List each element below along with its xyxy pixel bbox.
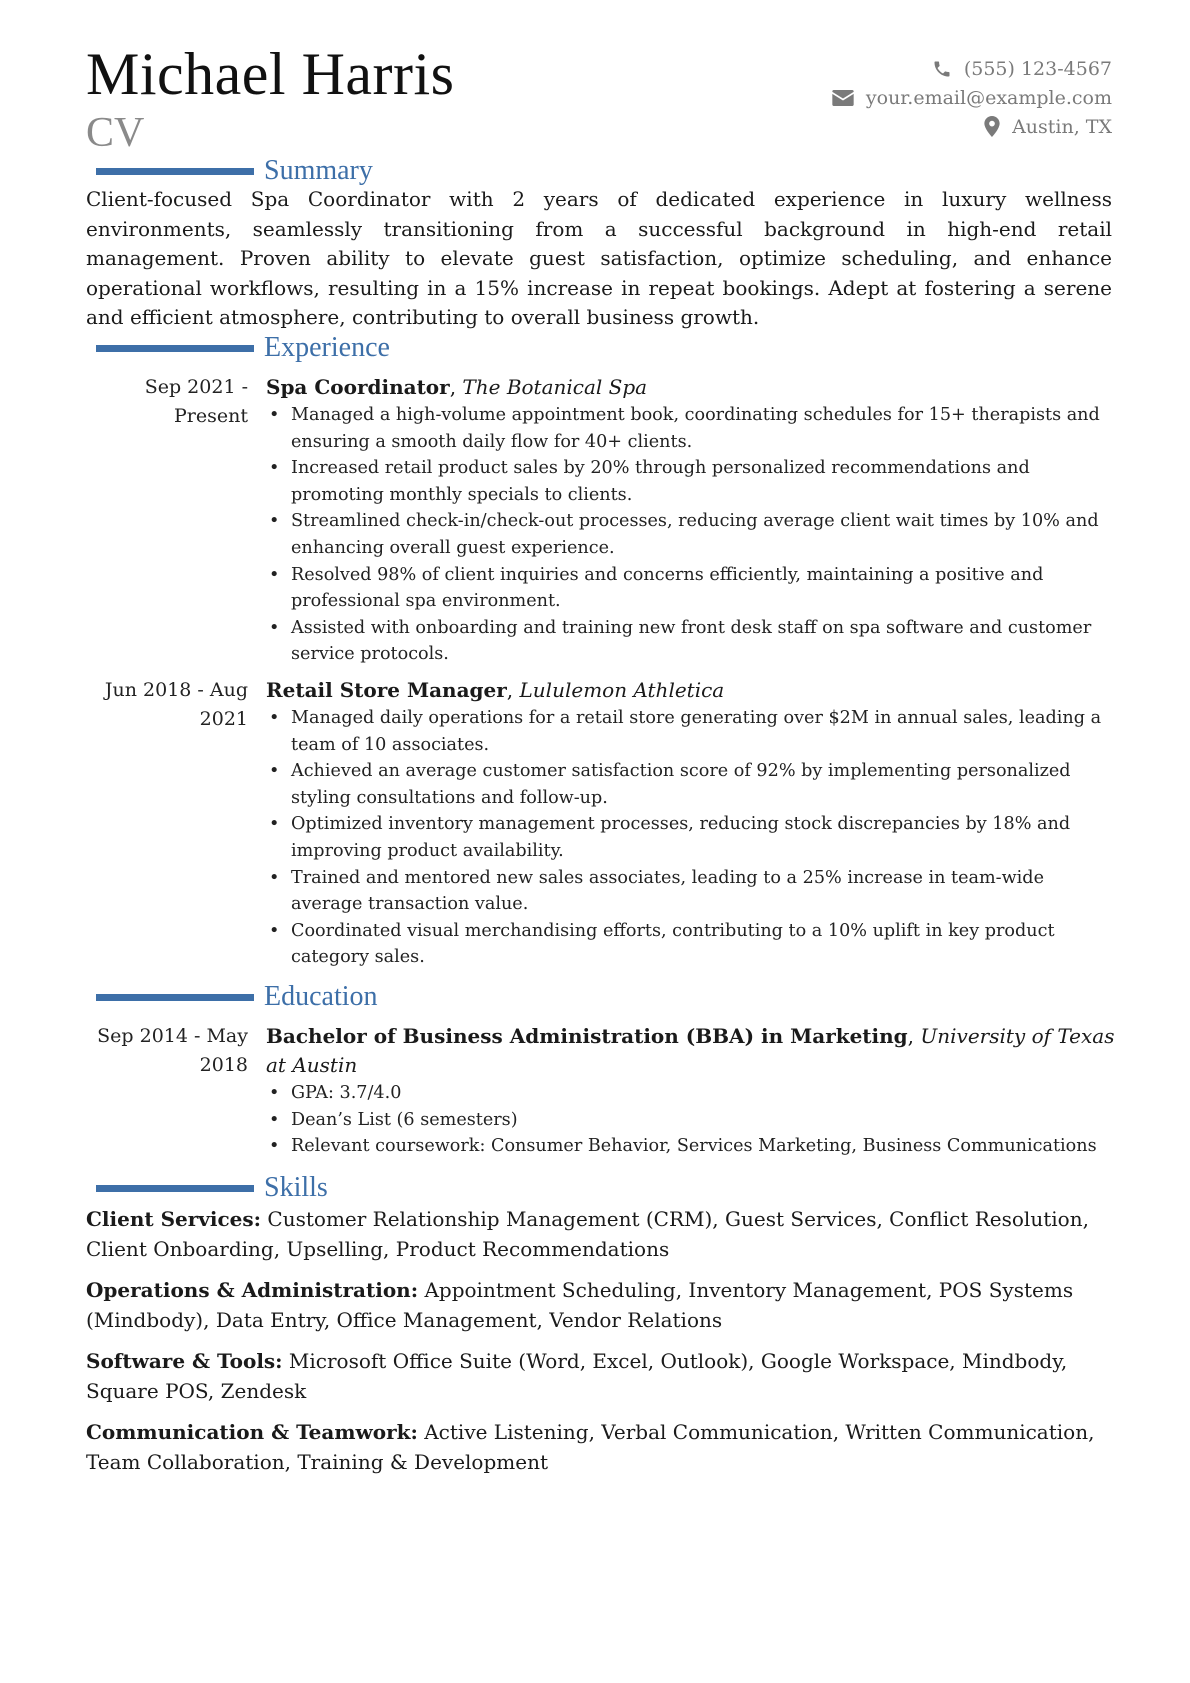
list-item: • Dean’s List (6 semesters): [266, 1107, 1116, 1134]
list-item: • Managed daily operations for a retail store generating over $2M in annual sales, leading a team of 10 associates.: [266, 705, 1116, 758]
entry-body: [266, 1022, 1116, 1160]
section-accent-bar: [96, 1185, 254, 1192]
location-text: Austin, TX: [1012, 115, 1112, 138]
contact-location: [832, 112, 1112, 141]
list-item: • Optimized inventory management processes, reducing stock discrepancies by 18% and improving product availability.: [266, 811, 1116, 864]
entry-role: Spa Coordinator: [266, 375, 450, 399]
map-marker-icon: [984, 116, 1000, 137]
section-education-heading: [96, 980, 378, 1014]
contact-phone: [832, 54, 1112, 83]
list-item: • Coordinated visual merchandising efforts, contributing to a 10% uplift in key product category sales.: [266, 918, 1116, 971]
skill-group: [86, 1347, 1116, 1406]
entry-body: [266, 373, 1116, 668]
entry-org: Lululemon Athletica: [519, 678, 725, 702]
entry-body: [266, 676, 1116, 971]
section-title: Skills: [264, 1172, 328, 1203]
summary-text: Client-focused Spa Coordinator with 2 years of dedicated experience in luxury wellness environments, seamlessly transitioning from a successful background in high-end retail management. Proven ability to elevate guest satisfaction, optimize scheduling, and enhance operational workflows, resulting in a 15% increase in repeat bookings. Adept at fostering a serene and efficient atmosphere, contributing to overall business growth.: [86, 187, 1112, 329]
entry-title: Bachelor of Business Administration (BBA) in Marketing, University of Texas at Austin: [266, 1024, 1115, 1077]
entry-org: The Botanical Spa: [462, 375, 648, 399]
list-item: • Managed a high-volume appointment book, coordinating schedules for 15+ therapists and ensuring a smooth daily flow for 40+ clients.: [266, 402, 1116, 455]
entry-date: Sep 2014 - May 2018: [97, 1025, 248, 1076]
entry-bullets: [266, 1080, 1116, 1160]
section-skills-heading: [96, 1171, 328, 1205]
entry-title: Spa Coordinator, The Botanical Spa: [266, 375, 648, 399]
entry-date: Jun 2018 - Aug 2021: [104, 679, 248, 730]
skill-group: [86, 1205, 1116, 1264]
list-item: • Increased retail product sales by 20% through personalized recommendations and promoting monthly specials to clients.: [266, 455, 1116, 508]
skill-group: [86, 1276, 1116, 1335]
list-item: • Assisted with onboarding and training new front desk staff on spa software and customer service protocols.: [266, 615, 1116, 668]
entry-org: University of Texas at Austin: [266, 1024, 1115, 1077]
document-type: CV: [86, 110, 145, 156]
envelope-icon: [832, 90, 854, 106]
list-item: • Relevant coursework: Consumer Behavior, Services Marketing, Business Communications: [266, 1133, 1116, 1160]
phone-text: (555) 123-4567: [963, 57, 1112, 80]
skill-group-items: Appointment Scheduling, Inventory Management, POS Systems (Mindbody), Data Entry, Office Management, Vendor Relations: [86, 1278, 1074, 1332]
contact-email: [832, 83, 1112, 112]
section-title: Education: [264, 981, 378, 1012]
email-text: your.email@example.com: [865, 86, 1112, 109]
skill-group-items: Customer Relationship Management (CRM), Guest Services, Conflict Resolution, Client Onboarding, Upselling, Product Recommendations: [86, 1207, 1089, 1261]
entry-bullets: [266, 705, 1116, 971]
entry-date: Sep 2021 - Present: [144, 376, 248, 427]
phone-icon: [932, 59, 952, 79]
skill-group-items: Microsoft Office Suite (Word, Excel, Outlook), Google Workspace, Mindbody, Square POS, Zendesk: [86, 1349, 1068, 1403]
list-item: • GPA: 3.7/4.0: [266, 1080, 1116, 1107]
list-item: • Streamlined check-in/check-out processes, reducing average client wait times by 10% and enhancing overall guest experience.: [266, 508, 1116, 561]
section-accent-bar: [96, 168, 254, 175]
skill-group: [86, 1418, 1116, 1477]
skill-group-label: Communication & Teamwork:: [86, 1420, 418, 1444]
section-accent-bar: [96, 345, 254, 352]
contact-info: [832, 54, 1112, 141]
entry-title: Retail Store Manager, Lululemon Athletica: [266, 678, 725, 702]
section-title: Experience: [264, 332, 390, 363]
entry-role: Retail Store Manager: [266, 678, 507, 702]
section-experience-heading: [96, 331, 390, 365]
entry-role: Bachelor of Business Administration (BBA) in Marketing: [266, 1024, 908, 1048]
skills-list: [86, 1205, 1116, 1489]
section-summary-heading: [96, 154, 373, 188]
list-item: • Trained and mentored new sales associates, leading to a 25% increase in team-wide average transaction value.: [266, 865, 1116, 918]
section-accent-bar: [96, 994, 254, 1001]
list-item: • Resolved 98% of client inquiries and concerns efficiently, maintaining a positive and professional spa environment.: [266, 562, 1116, 615]
list-item: • Achieved an average customer satisfaction score of 92% by implementing personalized styling consultations and follow-up.: [266, 758, 1116, 811]
section-title: Summary: [264, 155, 373, 186]
skill-group-items: Active Listening, Verbal Communication, Written Communication, Team Collaboration, Training & Development: [86, 1420, 1095, 1474]
skill-group-label: Client Services:: [86, 1207, 262, 1231]
skill-group-label: Operations & Administration:: [86, 1278, 419, 1302]
entry-bullets: [266, 402, 1116, 668]
candidate-name: Michael Harris: [86, 41, 455, 107]
skill-group-label: Software & Tools:: [86, 1349, 283, 1373]
